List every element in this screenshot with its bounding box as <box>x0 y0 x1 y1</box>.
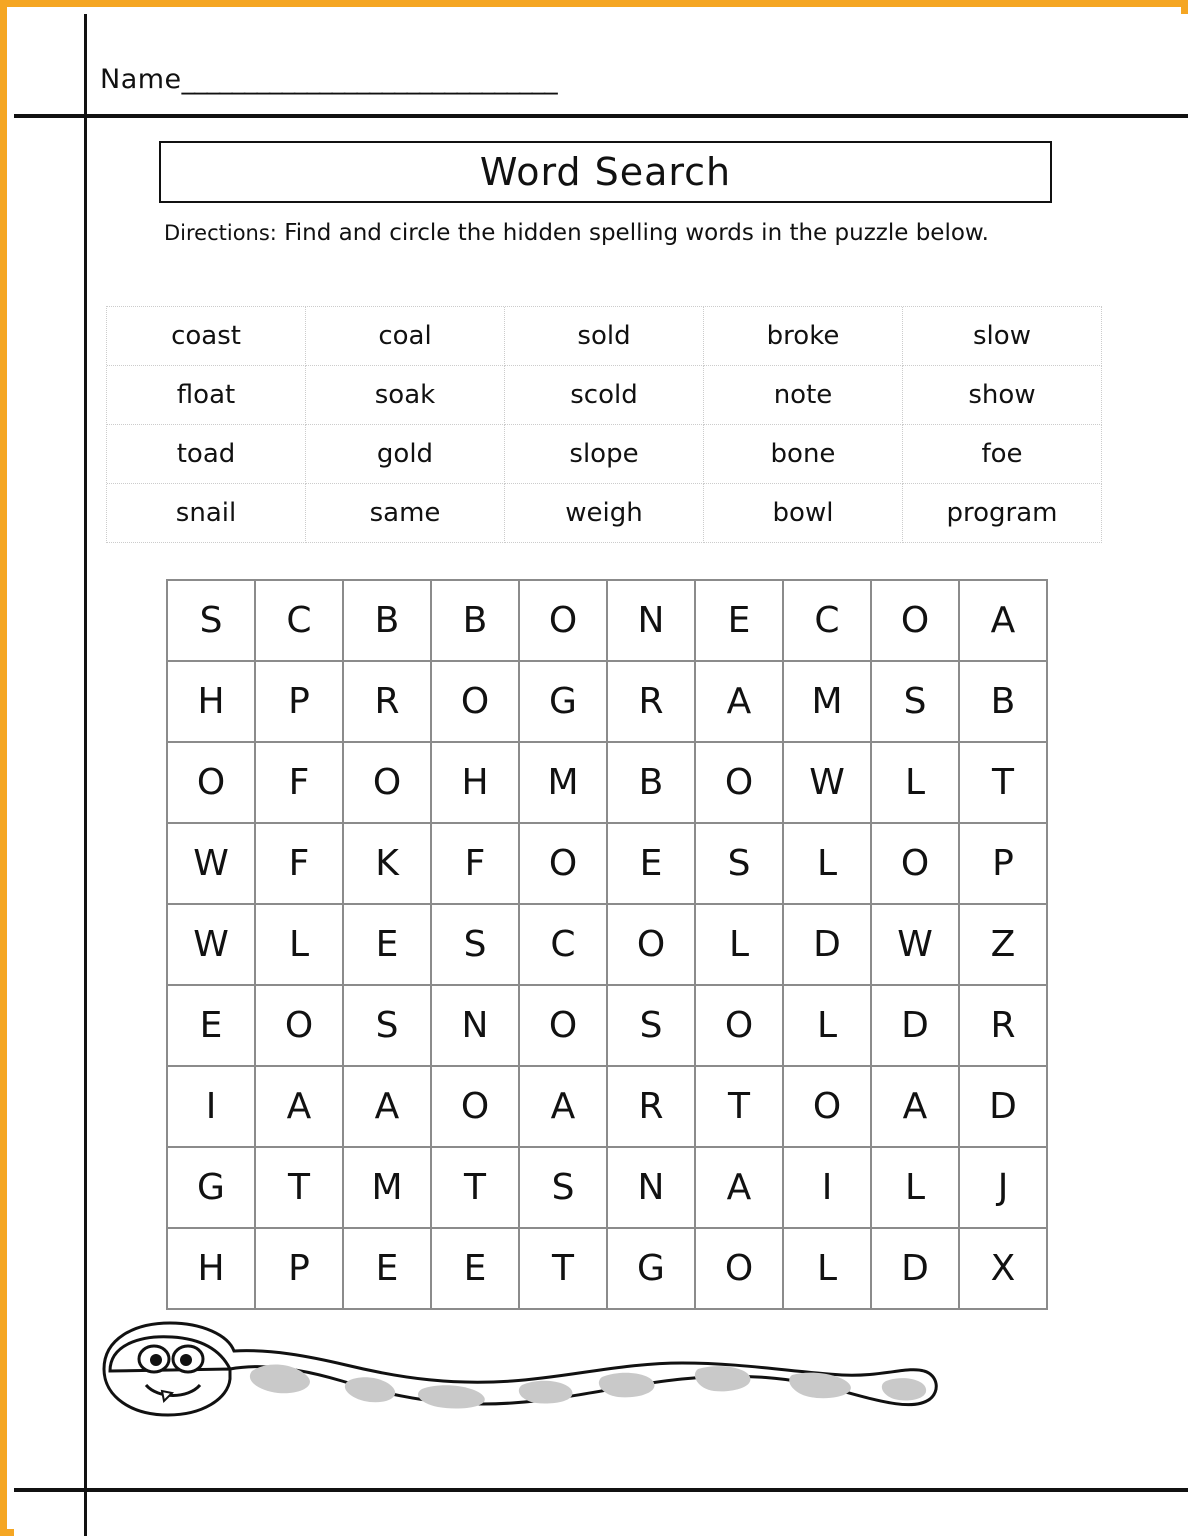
puzzle-cell[interactable]: O <box>256 986 344 1067</box>
puzzle-cell[interactable]: S <box>344 986 432 1067</box>
puzzle-cell[interactable]: D <box>872 1229 960 1310</box>
puzzle-cell[interactable]: A <box>520 1067 608 1148</box>
word-search-grid[interactable] <box>166 579 1048 1310</box>
puzzle-cell[interactable]: W <box>784 743 872 824</box>
word-list-item: program <box>903 484 1102 543</box>
puzzle-cell[interactable]: E <box>608 824 696 905</box>
puzzle-cell[interactable]: E <box>696 581 784 662</box>
directions-text: Find and circle the hidden spelling words in the puzzle below. <box>284 220 989 246</box>
puzzle-cell[interactable]: C <box>784 581 872 662</box>
puzzle-cell[interactable]: O <box>432 662 520 743</box>
puzzle-cell[interactable]: E <box>432 1229 520 1310</box>
puzzle-cell[interactable]: O <box>520 581 608 662</box>
puzzle-cell[interactable]: F <box>432 824 520 905</box>
puzzle-cell[interactable]: N <box>432 986 520 1067</box>
puzzle-cell[interactable]: S <box>696 824 784 905</box>
puzzle-cell[interactable]: O <box>520 824 608 905</box>
title-box <box>159 141 1052 203</box>
puzzle-cell[interactable]: E <box>344 1229 432 1310</box>
puzzle-cell[interactable]: S <box>168 581 256 662</box>
puzzle-cell[interactable]: P <box>256 1229 344 1310</box>
word-list-item: broke <box>704 307 903 366</box>
puzzle-cell[interactable]: F <box>256 743 344 824</box>
page-title: Word Search <box>479 150 732 194</box>
puzzle-cell[interactable]: M <box>344 1148 432 1229</box>
puzzle-cell[interactable]: G <box>520 662 608 743</box>
puzzle-cell[interactable]: D <box>872 986 960 1067</box>
puzzle-cell[interactable]: A <box>696 1148 784 1229</box>
spelling-word-list <box>106 306 1102 543</box>
puzzle-cell[interactable]: B <box>608 743 696 824</box>
puzzle-cell[interactable]: E <box>344 905 432 986</box>
puzzle-cell[interactable]: L <box>784 986 872 1067</box>
puzzle-cell[interactable]: H <box>168 1229 256 1310</box>
word-list-item: coast <box>107 307 306 366</box>
puzzle-cell[interactable]: O <box>432 1067 520 1148</box>
puzzle-cell[interactable]: Z <box>960 905 1048 986</box>
puzzle-cell[interactable]: L <box>256 905 344 986</box>
word-list-item: bowl <box>704 484 903 543</box>
puzzle-cell[interactable]: F <box>256 824 344 905</box>
word-list-item: sold <box>505 307 704 366</box>
word-list-item: note <box>704 366 903 425</box>
worksheet-sheet <box>14 14 1188 1536</box>
puzzle-cell[interactable]: S <box>608 986 696 1067</box>
directions <box>164 220 1064 246</box>
puzzle-cell[interactable]: O <box>344 743 432 824</box>
word-list-item: soak <box>306 366 505 425</box>
puzzle-cell[interactable]: H <box>168 662 256 743</box>
puzzle-cell[interactable]: O <box>784 1067 872 1148</box>
word-list-item: slow <box>903 307 1102 366</box>
puzzle-cell[interactable]: H <box>432 743 520 824</box>
puzzle-cell[interactable]: J <box>960 1148 1048 1229</box>
puzzle-cell[interactable]: W <box>168 905 256 986</box>
margin-rule <box>84 14 87 1536</box>
puzzle-cell[interactable]: A <box>344 1067 432 1148</box>
puzzle-cell[interactable]: I <box>168 1067 256 1148</box>
puzzle-cell[interactable]: T <box>432 1148 520 1229</box>
puzzle-cell[interactable]: R <box>344 662 432 743</box>
puzzle-cell[interactable]: G <box>608 1229 696 1310</box>
puzzle-cell[interactable]: A <box>696 662 784 743</box>
spotted-worm-illustration <box>102 1319 942 1439</box>
puzzle-cell[interactable]: A <box>256 1067 344 1148</box>
puzzle-cell[interactable]: L <box>872 1148 960 1229</box>
puzzle-cell[interactable]: L <box>784 824 872 905</box>
word-list-item: gold <box>306 425 505 484</box>
puzzle-cell[interactable]: L <box>784 1229 872 1310</box>
puzzle-cell[interactable]: P <box>960 824 1048 905</box>
puzzle-cell[interactable]: X <box>960 1229 1048 1310</box>
puzzle-cell[interactable]: N <box>608 1148 696 1229</box>
puzzle-cell[interactable]: S <box>520 1148 608 1229</box>
puzzle-cell[interactable]: N <box>608 581 696 662</box>
word-list-item: weigh <box>505 484 704 543</box>
puzzle-cell[interactable]: R <box>960 986 1048 1067</box>
puzzle-cell[interactable]: M <box>520 743 608 824</box>
puzzle-cell[interactable]: E <box>168 986 256 1067</box>
name-label: Name <box>100 64 182 95</box>
puzzle-cell[interactable]: O <box>872 824 960 905</box>
word-list-item: foe <box>903 425 1102 484</box>
puzzle-cell[interactable]: A <box>872 1067 960 1148</box>
puzzle-cell[interactable]: B <box>432 581 520 662</box>
puzzle-cell[interactable]: L <box>872 743 960 824</box>
puzzle-cell[interactable]: R <box>608 1067 696 1148</box>
puzzle-cell[interactable]: D <box>960 1067 1048 1148</box>
puzzle-cell[interactable]: M <box>784 662 872 743</box>
puzzle-cell[interactable]: O <box>696 1229 784 1310</box>
puzzle-cell[interactable]: O <box>872 581 960 662</box>
header-rule <box>14 114 1188 118</box>
puzzle-cell[interactable]: S <box>432 905 520 986</box>
puzzle-cell[interactable]: O <box>168 743 256 824</box>
puzzle-cell[interactable]: T <box>520 1229 608 1310</box>
word-list-item: same <box>306 484 505 543</box>
word-list-item: bone <box>704 425 903 484</box>
puzzle-cell[interactable]: K <box>344 824 432 905</box>
word-list-item: scold <box>505 366 704 425</box>
puzzle-cell[interactable]: P <box>256 662 344 743</box>
puzzle-cell[interactable]: T <box>256 1148 344 1229</box>
word-list-item: coal <box>306 307 505 366</box>
puzzle-cell[interactable]: L <box>696 905 784 986</box>
puzzle-cell[interactable]: T <box>696 1067 784 1148</box>
puzzle-cell[interactable]: A <box>960 581 1048 662</box>
puzzle-cell[interactable]: T <box>960 743 1048 824</box>
directions-label: Directions: <box>164 221 277 245</box>
puzzle-cell[interactable]: C <box>256 581 344 662</box>
name-blank-line[interactable]: ______________________________ <box>181 64 557 95</box>
puzzle-cell[interactable]: I <box>784 1148 872 1229</box>
word-list-item: float <box>107 366 306 425</box>
puzzle-cell[interactable]: W <box>168 824 256 905</box>
puzzle-cell[interactable]: D <box>784 905 872 986</box>
puzzle-cell[interactable]: O <box>608 905 696 986</box>
puzzle-cell[interactable]: S <box>872 662 960 743</box>
puzzle-cell[interactable]: O <box>696 743 784 824</box>
puzzle-cell[interactable]: O <box>520 986 608 1067</box>
puzzle-cell[interactable]: R <box>608 662 696 743</box>
puzzle-cell[interactable]: W <box>872 905 960 986</box>
footer-rule <box>14 1488 1188 1492</box>
name-field-row <box>100 64 557 95</box>
puzzle-cell[interactable]: G <box>168 1148 256 1229</box>
word-list-item: snail <box>107 484 306 543</box>
word-list-item: slope <box>505 425 704 484</box>
word-list-item: show <box>903 366 1102 425</box>
puzzle-cell[interactable]: B <box>344 581 432 662</box>
puzzle-cell[interactable]: O <box>696 986 784 1067</box>
word-list-item: toad <box>107 425 306 484</box>
puzzle-cell[interactable]: B <box>960 662 1048 743</box>
puzzle-cell[interactable]: C <box>520 905 608 986</box>
